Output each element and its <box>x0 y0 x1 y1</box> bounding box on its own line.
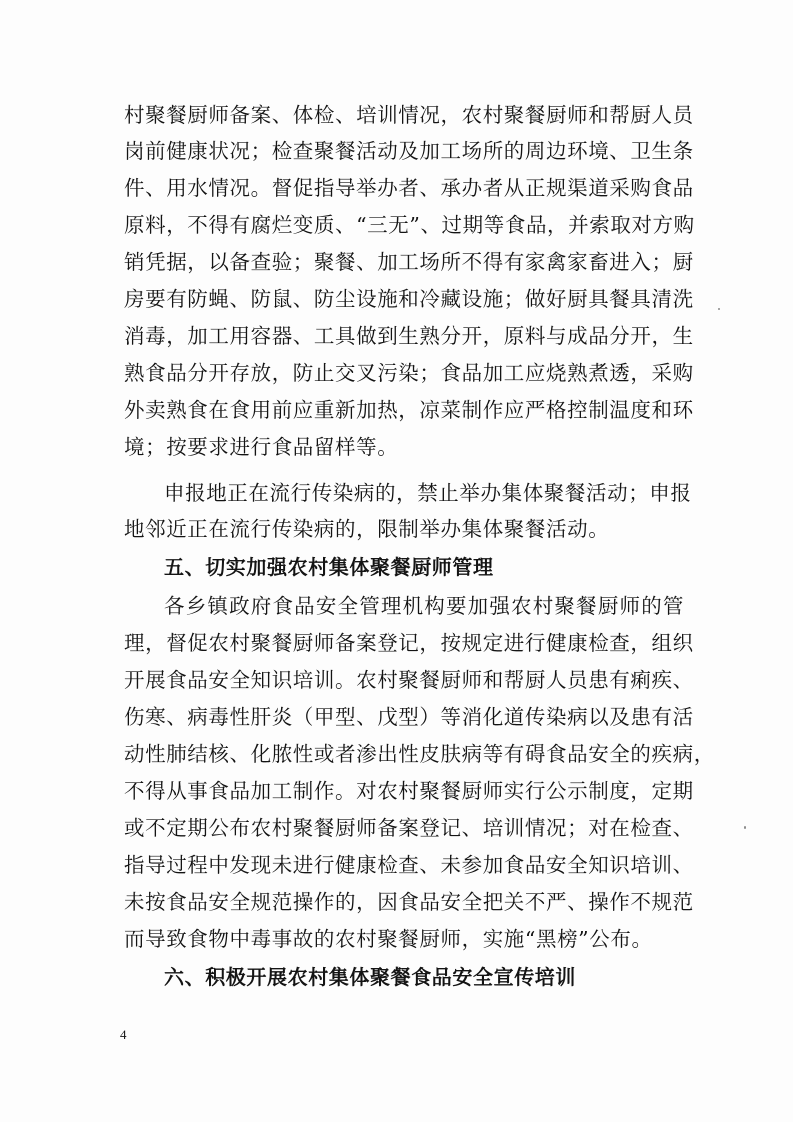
paragraph-3-line-10: 而导致食物中毒事故的农村聚餐厨师，实施“黑榜”公布。 <box>124 927 653 951</box>
paragraph-3-line-7: 或不定期公布农村聚餐厨师备案登记、培训情况；对在检查、 <box>124 816 694 840</box>
paragraph-3-line-1: 各乡镇政府食品安全管理机构要加强农村聚餐厨师的管 <box>164 594 684 618</box>
paragraph-3-line-6: 不得从事食品加工制作。对农村聚餐厨师实行公示制度，定期 <box>124 779 694 803</box>
paragraph-1-line-10: 境；按要求进行食品留样等。 <box>124 435 399 459</box>
paragraph-1-line-3: 件、用水情况。督促指导举办者、承办者从正规渠道采购食品 <box>124 176 694 200</box>
paragraph-2-line-1: 申报地正在流行传染病的，禁止举办集体聚餐活动；申报 <box>164 481 692 505</box>
paragraph-1-line-4: 原料，不得有腐烂变质、“三无”、过期等食品，并索取对方购 <box>124 213 695 237</box>
paragraph-3-line-2: 理，督促农村聚餐厨师备案登记，按规定进行健康检查，组织 <box>124 631 694 655</box>
paragraph-3-line-8: 指导过程中发现未进行健康检查、未参加食品安全知识培训、 <box>124 853 694 877</box>
paragraph-1-line-6: 房要有防蝇、防鼠、防尘设施和冷藏设施；做好厨具餐具清洗 <box>124 287 694 311</box>
page-number: 4 <box>120 1027 127 1042</box>
paragraph-2-line-2: 地邻近正在流行传染病的，限制举办集体聚餐活动。 <box>124 517 610 541</box>
scan-speck <box>744 826 746 829</box>
paragraph-3-line-9: 未按食品安全规范操作的，因食品安全把关不严、操作不规范 <box>124 890 694 914</box>
paragraph-3-line-4: 伤寒、病毒性肝炎（甲型、戊型）等消化道传染病以及患有活 <box>124 705 694 729</box>
paragraph-1-line-5: 销凭据，以备查验；聚餐、加工场所不得有家禽家畜进入；厨 <box>124 250 694 274</box>
paragraph-1-line-7: 消毒，加工用容器、工具做到生熟分开，原料与成品分开，生 <box>124 324 694 348</box>
section-heading-5: 五、切实加强农村集体聚餐厨师管理 <box>164 555 494 579</box>
scan-speck <box>718 308 720 310</box>
paragraph-1-line-9: 外卖熟食在食用前应重新加热，凉菜制作应严格控制温度和环 <box>124 398 694 422</box>
section-heading-6: 六、积极开展农村集体聚餐食品安全宣传培训 <box>164 965 576 989</box>
paragraph-1-line-1: 村聚餐厨师备案、体检、培训情况，农村聚餐厨师和帮厨人员 <box>124 103 694 127</box>
paragraph-1-line-2: 岗前健康状况；检查聚餐活动及加工场所的周边环境、卫生条 <box>124 139 694 163</box>
paragraph-3-line-3: 开展食品安全知识培训。农村聚餐厨师和帮厨人员患有痢疾、 <box>124 668 694 692</box>
paragraph-3-line-5: 动性肺结核、化脓性或者渗出性皮肤病等有碍食品安全的疾病， <box>124 742 715 766</box>
paragraph-1-line-8: 熟食品分开存放，防止交叉污染；食品加工应烧熟煮透，采购 <box>124 361 694 385</box>
